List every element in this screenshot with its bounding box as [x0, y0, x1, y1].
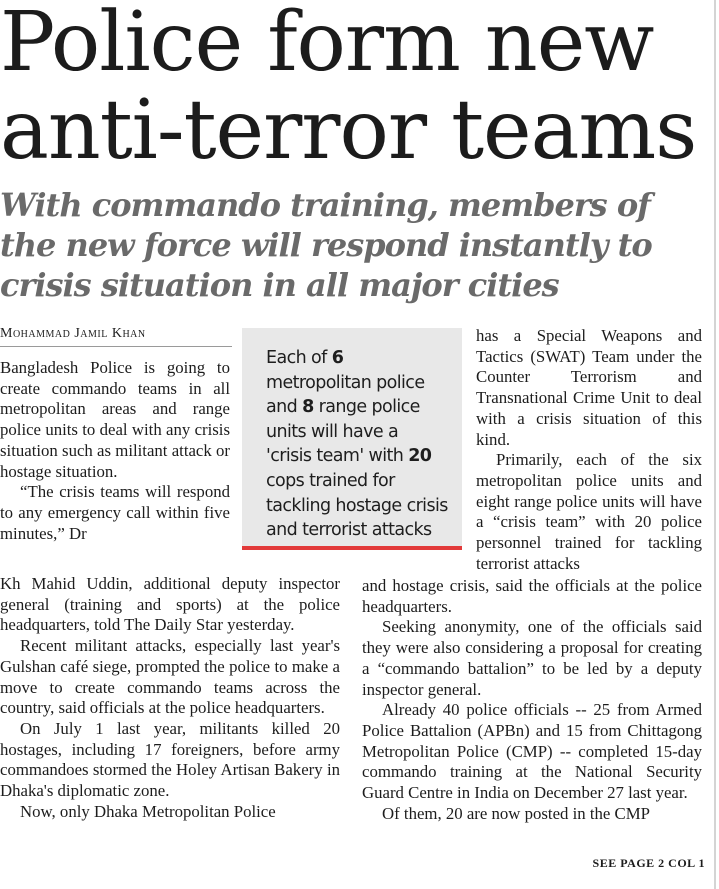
- pull-quote-segment: Each of: [266, 348, 332, 368]
- pull-quote-box: [242, 328, 462, 550]
- paragraph: Bangladesh Police is going to create commando teams in all metropolitan areas and range police units to deal with any crisis situation such as militant attack or hostage situation.: [0, 358, 230, 481]
- paragraph: Kh Mahid Uddin, additional deputy inspector general (training and sports) at the police headquarters, told The Daily Star yesterday.: [0, 574, 340, 635]
- subheadline: [0, 185, 712, 305]
- pull-quote-number: 20: [408, 446, 432, 467]
- paragraph: “The crisis teams will respond to any emergency call within five minutes,” Dr: [0, 482, 230, 543]
- paragraph: has a Special Weapons and Tactics (SWAT) Team under the Counter Terrorism and Transnational Crime Unit to deal with a crisis situation of this kind.: [476, 326, 702, 449]
- paragraph: On July 1 last year, militants killed 20 hostages, including 17 foreigners, before army commandoes stormed the Holey Artisan Bakery in Dhaka's diplomatic zone.: [0, 718, 340, 801]
- paragraph: Primarily, each of the six metropolitan police units and eight range police units will have a “crisis team” with 20 police personnel trained for tackling terrorist attacks: [476, 450, 702, 573]
- byline: [0, 326, 232, 347]
- page-edge-rule: [714, 0, 716, 889]
- continued-jump-line: SEE PAGE 2 COL 1: [592, 856, 705, 870]
- article-column-3: [476, 326, 702, 574]
- subheadline-line-3: crisis situation in all major cities: [0, 266, 559, 304]
- headline-line-1: Police form new: [0, 0, 654, 90]
- pull-quote-segment: range police units will have a 'crisis team' with: [266, 397, 420, 467]
- paragraph: and hostage crisis, said the officials at the police headquarters.: [362, 576, 702, 616]
- subheadline-line-2: the new force will respond instantly to: [0, 226, 652, 264]
- paragraph: Seeking anonymity, one of the officials said they were also considering a proposal for creating a “commando battalion” to be led by a deputy inspector general.: [362, 617, 702, 699]
- headline-line-2: anti-terror teams: [0, 83, 697, 178]
- pull-quote-segment: cops trained for tackling hostage crisis and terrorist attacks: [266, 470, 448, 541]
- paragraph: Of them, 20 are now posted in the CMP: [382, 803, 651, 823]
- paragraph: Recent militant attacks, especially last year's Gulshan café siege, prompted the police to make a move to create commando teams across the country, said officials at the police headquarters.: [0, 636, 340, 718]
- pull-quote-number: 6: [331, 348, 344, 368]
- byline-author: Mohammad Jamil Khan: [0, 326, 146, 341]
- pull-quote-segment: metropolitan police and: [266, 372, 425, 418]
- subheadline-line-1: With commando training, members of: [0, 186, 650, 224]
- article-column-1: [0, 358, 230, 544]
- pull-quote-number: 8: [302, 397, 314, 418]
- paragraph: Now, only Dhaka Metropolitan Police: [20, 801, 276, 821]
- article-column-3-continued: [362, 576, 702, 824]
- pull-quote-text: [266, 346, 448, 543]
- paragraph: Already 40 police officials -- 25 from Armed Police Battalion (APBn) and 15 from Chittagong Metropolitan Police (CMP) -- completed 15-day commando training at the National Security Guard Centre in India on December 27 last year.: [362, 700, 702, 803]
- article-column-1-continued: [0, 574, 340, 822]
